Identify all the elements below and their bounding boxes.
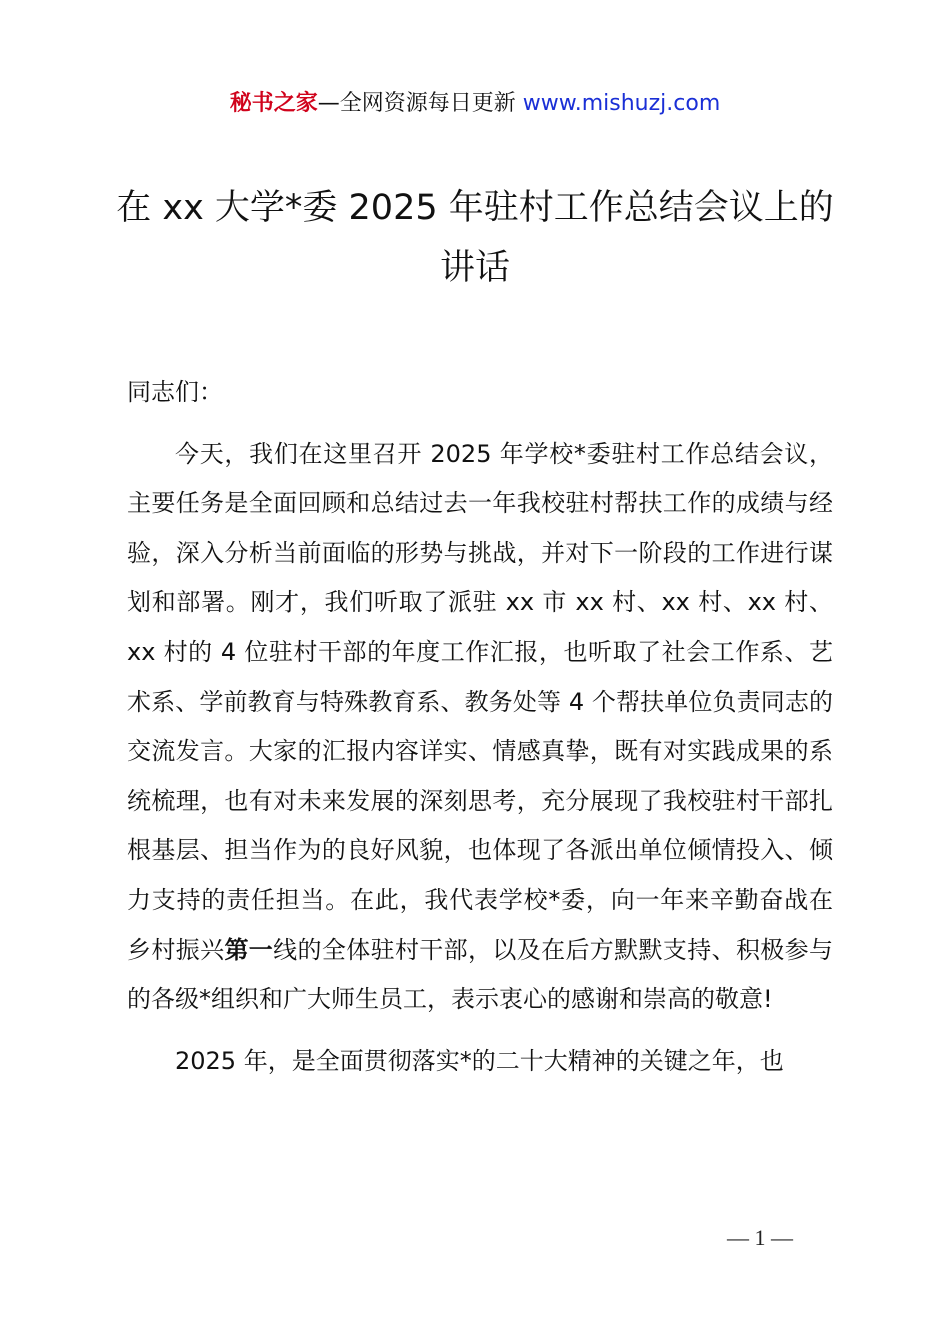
site-url-link[interactable]: www.mishuzj.com <box>522 91 721 116</box>
paragraph-1-part-b: 线的全体驻村干部，以及在后方默默支持、积极参与的各级*组织和广大师生员工，表示衷心的感谢和崇高的敬意! <box>127 935 834 1014</box>
document-title <box>100 178 850 298</box>
paragraph-2: 2025 年，是全面贯彻落实*的二十大精神的关键之年，也 <box>175 1046 784 1075</box>
paragraph-1-part-a: 今天，我们在这里召开 2025 年学校*委驻村工作总结会议，主要任务是全面回顾和总结过去一年我校驻村帮扶工作的成绩与经验，深入分析当前面临的形势与挑战，并对下一阶段的工作进行谋划和部署。刚才，我们听取了派驻 xx 市 xx 村、xx 村、xx 村、xx 村的 4 位驻村干部的年度工作汇报，也听取了社会工作系、艺术系、学前教育与特殊教育系、教务处等 4 个帮扶单位负责同志的交流发言。大家的汇报内容详实、情感真挚，既有对实践成果的系统梳理，也有对未来发展的深刻思考，充分展现了我校驻村干部扎根基层、担当作为的良好风貌，也体现了各派出单位倾情投入、倾力支持的责任担当。在此，我代表学校*委，向一年来辛勤奋战在乡村振兴 <box>127 439 833 964</box>
paragraph-1-bold: 第一 <box>224 935 274 964</box>
title-line-1: 在 xx 大学*委 2025 年驻村工作总结会议上的 <box>116 188 834 228</box>
title-line-2: 讲话 <box>439 248 510 288</box>
header-tagline: —全网资源每日更新 <box>317 91 523 116</box>
site-header <box>0 88 950 120</box>
document-body <box>127 368 833 1086</box>
salutation: 同志们： <box>127 378 223 406</box>
page-number: — 1 — <box>727 1225 793 1250</box>
brand-name: 秘书之家 <box>229 91 318 116</box>
paragraph-1 <box>127 430 833 1025</box>
